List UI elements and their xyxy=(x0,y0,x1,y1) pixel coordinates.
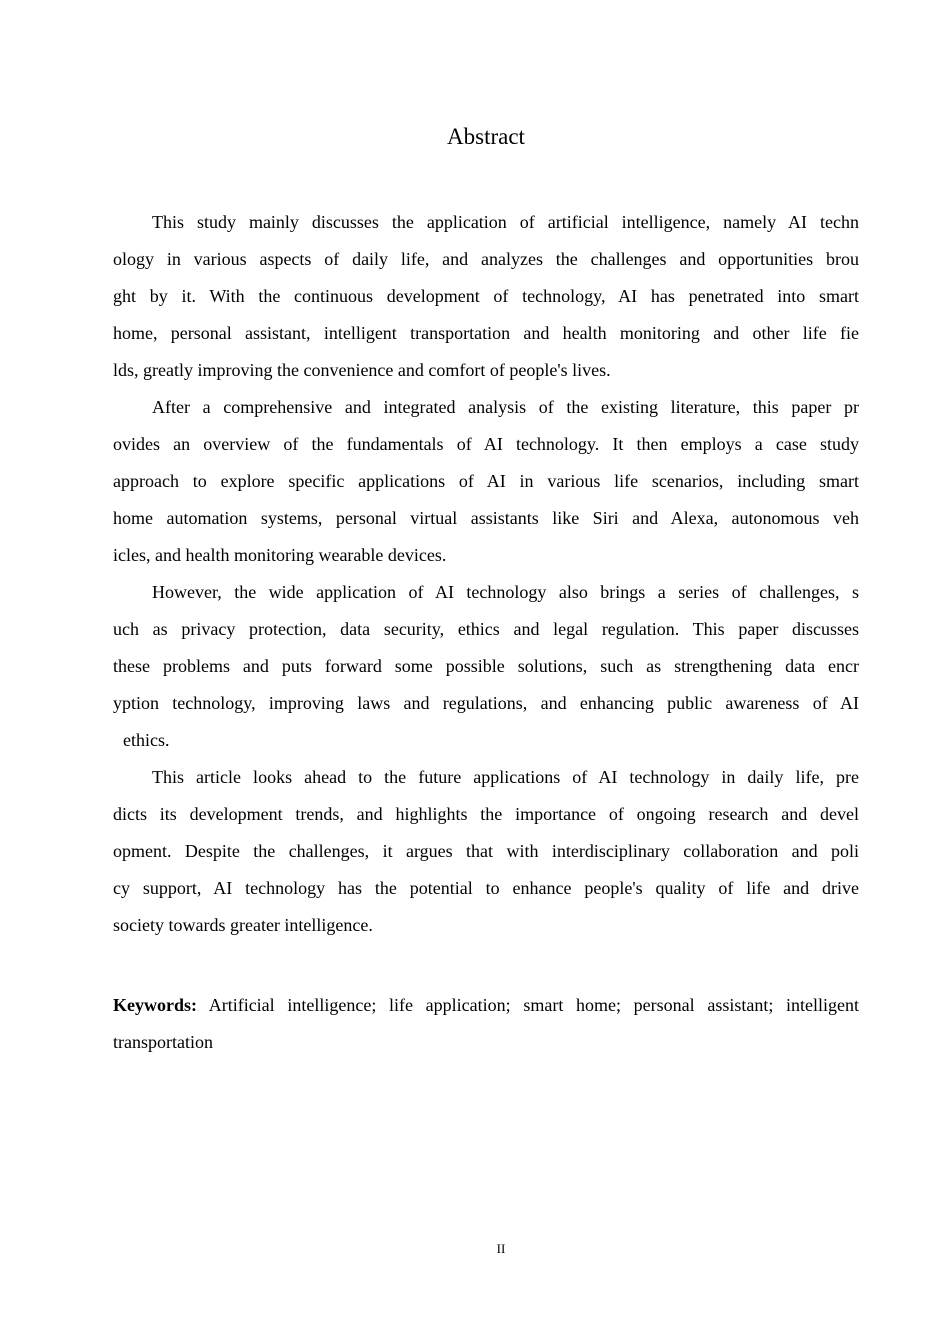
paragraph-line: lds, greatly improving the convenience and comfort of people's lives. xyxy=(113,360,611,380)
paragraph-line: This article looks ahead to the future applications of AI technology in daily life, pre xyxy=(152,767,859,787)
page-number: II xyxy=(496,1241,506,1256)
paragraph-line: ethics. xyxy=(123,730,170,750)
paragraph-line: However, the wide application of AI technology also brings a series of challenges, s xyxy=(152,582,859,602)
paragraph-line: uch as privacy protection, data security, ethics and legal regulation. This paper discusses xyxy=(113,619,859,639)
paragraph-line: home automation systems, personal virtual assistants like Siri and Alexa, autonomous veh xyxy=(113,508,859,528)
abstract-paragraph xyxy=(113,574,859,759)
paragraph-line: these problems and puts forward some possible solutions, such as strengthening data encr xyxy=(113,656,859,676)
page-title: Abstract xyxy=(447,124,525,149)
paragraph-line: approach to explore specific applications of AI in various life scenarios, including smart xyxy=(113,471,859,491)
paragraph-line: ght by it. With the continuous development of technology, AI has penetrated into smart xyxy=(113,286,859,306)
abstract-paragraph xyxy=(113,204,859,389)
keywords-line-1 xyxy=(113,987,859,1024)
paragraph-line: ology in various aspects of daily life, and analyzes the challenges and opportunities brou xyxy=(113,249,859,269)
paragraph-line: This study mainly discusses the application of artificial intelligence, namely AI techn xyxy=(152,212,859,232)
paragraph-line: After a comprehensive and integrated analysis of the existing literature, this paper pr xyxy=(152,397,859,417)
keywords-line-2: transportation xyxy=(113,1032,213,1052)
abstract-paragraph xyxy=(113,389,859,574)
paragraph-line: yption technology, improving laws and regulations, and enhancing public awareness of AI xyxy=(113,693,859,713)
abstract-paragraph xyxy=(113,759,859,944)
paragraph-line: cy support, AI technology has the potential to enhance people's quality of life and drive xyxy=(113,878,859,898)
paragraph-line: opment. Despite the challenges, it argues that with interdisciplinary collaboration and poli xyxy=(113,841,859,861)
abstract-body xyxy=(113,204,859,944)
paragraph-line: society towards greater intelligence. xyxy=(113,915,373,935)
paragraph-line: ovides an overview of the fundamentals of AI technology. It then employs a case study xyxy=(113,434,859,454)
paragraph-line: dicts its development trends, and highlights the importance of ongoing research and devel xyxy=(113,804,859,824)
keywords-text-1: Artificial intelligence; life application; smart home; personal assistant; intelligent xyxy=(208,995,859,1015)
paragraph-line: home, personal assistant, intelligent transportation and health monitoring and other life fie xyxy=(113,323,859,343)
keywords-section xyxy=(113,987,859,1061)
paragraph-line: icles, and health monitoring wearable devices. xyxy=(113,545,447,565)
keywords-label: Keywords: xyxy=(113,995,197,1015)
